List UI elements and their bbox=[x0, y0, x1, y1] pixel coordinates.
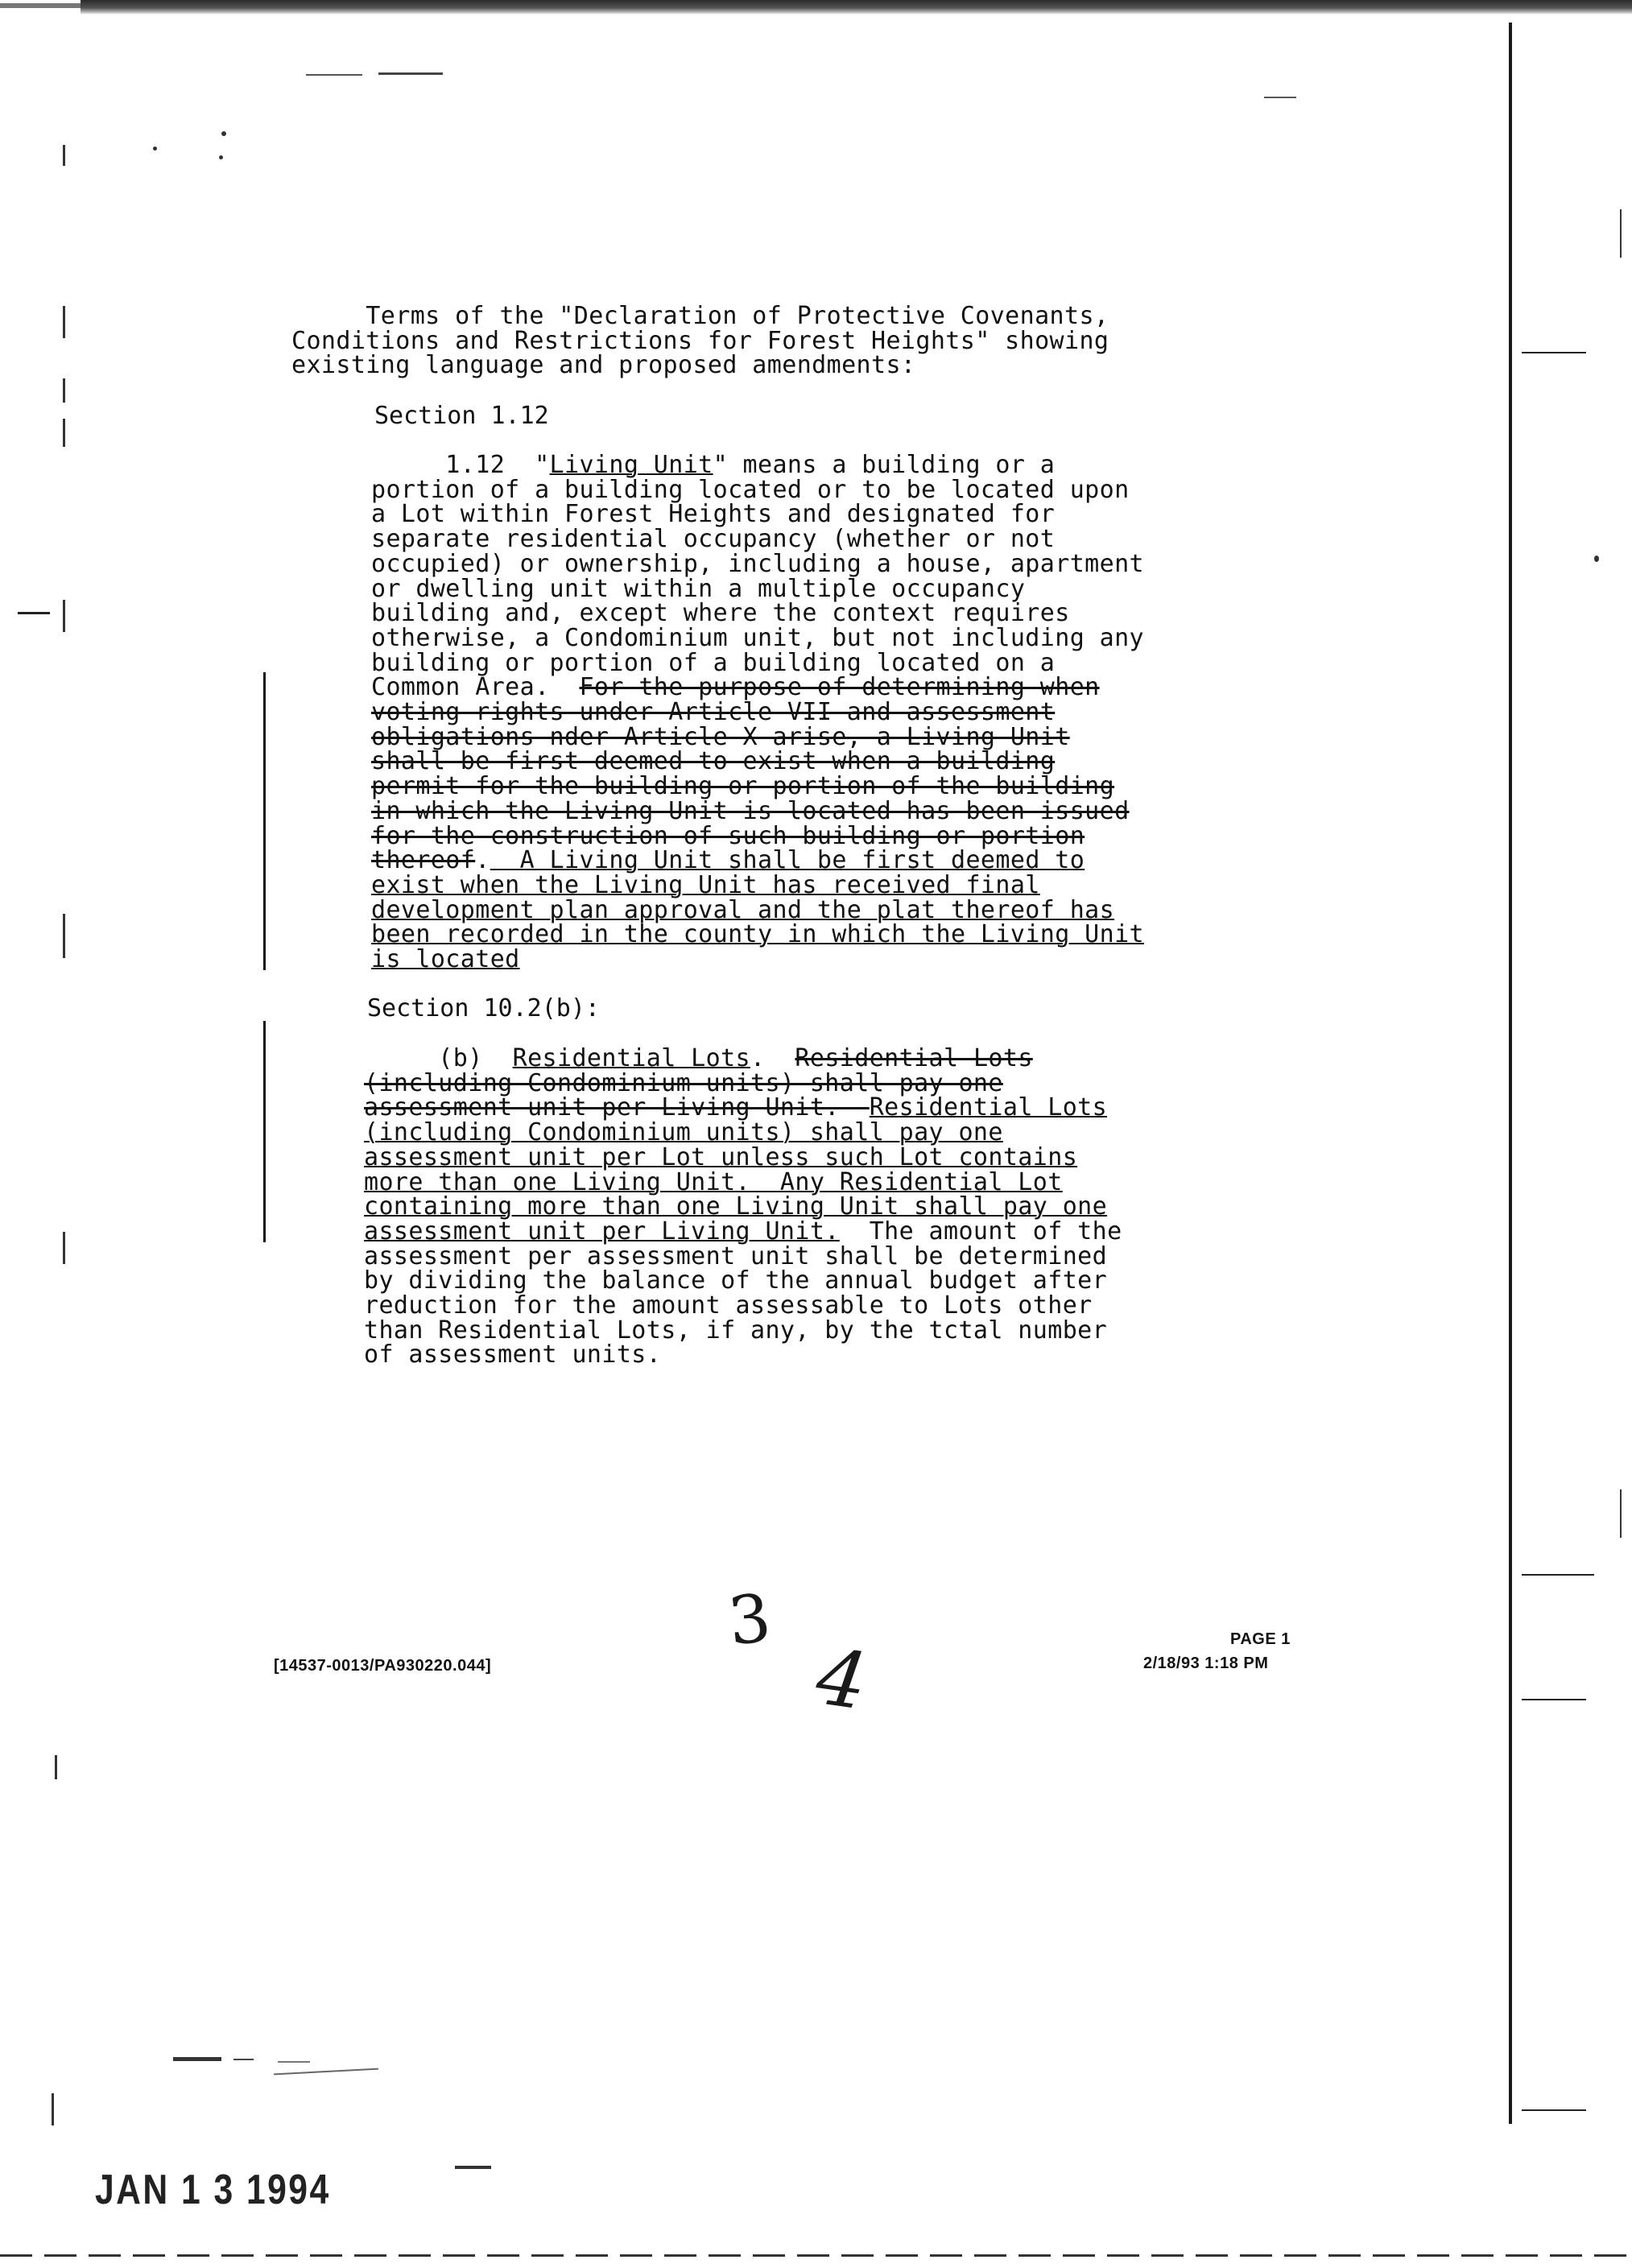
section-line bbox=[364, 1093, 1122, 1122]
scan-scribble bbox=[455, 2166, 491, 2169]
margin-mark bbox=[63, 600, 65, 632]
inserted-line: been recorded in the county in which the Living Unit bbox=[371, 920, 1144, 949]
deleted-line: voting rights under Article VII and assessment bbox=[371, 698, 1056, 727]
document-reference: [14537-0013/PA930220.044] bbox=[274, 1657, 492, 1675]
scan-dash bbox=[378, 72, 443, 75]
inserted-line: assessment unit per Lot unless such Lot contains bbox=[364, 1142, 1078, 1171]
inserted-line: development plan approval and the plat thereof has bbox=[371, 895, 1115, 924]
intro-paragraph bbox=[291, 304, 1109, 378]
page-label: PAGE 1 bbox=[1230, 1630, 1291, 1648]
section-line: separate residential occupancy (whether or not bbox=[371, 525, 1056, 554]
scan-speck bbox=[153, 147, 157, 151]
section-line: otherwise, a Condominium unit, but not including any bbox=[371, 623, 1144, 652]
margin-mark bbox=[55, 1755, 57, 1779]
deleted-line: (including Condominium units) shall pay one bbox=[364, 1068, 1003, 1097]
section-1-12-heading: Section 1.12 bbox=[374, 402, 549, 430]
inserted-line: more than one Living Unit. Any Residential Lot bbox=[364, 1167, 1063, 1196]
section-line: building and, except where the context requires bbox=[371, 599, 1070, 628]
margin-mark bbox=[1522, 1574, 1594, 1576]
intro-line: existing language and proposed amendments: bbox=[291, 351, 916, 380]
scan-artifact-top-left bbox=[0, 3, 81, 8]
inserted-text: Residential Lots bbox=[869, 1093, 1108, 1122]
page-right-border bbox=[1509, 23, 1512, 2124]
body-text: Common Area. bbox=[371, 673, 580, 702]
section-line: of assessment units. bbox=[364, 1341, 662, 1369]
scan-dash bbox=[306, 74, 362, 76]
defined-term: Living Unit bbox=[549, 451, 713, 479]
scan-artifact-top bbox=[81, 0, 1632, 14]
margin-mark bbox=[1620, 209, 1622, 258]
section-line bbox=[364, 1044, 1122, 1072]
body-text: The amount of the bbox=[839, 1217, 1122, 1246]
scan-scribble bbox=[274, 2068, 378, 2076]
section-lead: 1.12 " bbox=[371, 451, 550, 479]
margin-mark bbox=[63, 145, 65, 166]
deleted-line: for the construction of such building or portion bbox=[371, 821, 1085, 850]
margin-mark bbox=[63, 378, 65, 403]
scan-scribble bbox=[278, 2061, 310, 2063]
section-line bbox=[371, 675, 1144, 700]
deleted-text: For the purpose of determining when bbox=[579, 673, 1100, 702]
section-line: occupied) or ownership, including a house, apartment bbox=[371, 549, 1144, 578]
margin-mark bbox=[52, 2093, 54, 2125]
print-timestamp: 2/18/93 1:18 PM bbox=[1143, 1655, 1269, 1672]
section-line: assessment per assessment unit shall be determined bbox=[364, 1241, 1108, 1270]
margin-mark bbox=[63, 306, 65, 338]
margin-mark bbox=[18, 612, 50, 614]
received-date-stamp: JAN 1 3 1994 bbox=[95, 2167, 331, 2213]
period: . bbox=[750, 1044, 795, 1072]
deleted-line: obligations nder Article X arise, a Living Unit bbox=[371, 722, 1070, 751]
section-line: than Residential Lots, if any, by the tctal number bbox=[364, 1316, 1108, 1345]
deleted-line: in which the Living Unit is located has been issued bbox=[371, 796, 1130, 825]
revision-bar bbox=[263, 1021, 266, 1242]
section-line: building or portion of a building located on a bbox=[371, 648, 1056, 677]
inserted-text: assessment unit per Living Unit. bbox=[364, 1217, 840, 1246]
body-text: " means a building or a bbox=[713, 451, 1056, 479]
inserted-line: is located bbox=[371, 945, 520, 974]
margin-mark bbox=[1522, 1699, 1586, 1700]
section-line bbox=[371, 453, 1144, 478]
deleted-line: permit for the building or portion of the building bbox=[371, 772, 1115, 801]
scan-speck bbox=[219, 155, 223, 159]
scan-scribble bbox=[233, 2059, 254, 2060]
margin-mark bbox=[63, 419, 65, 447]
section-title: Residential Lots bbox=[512, 1044, 751, 1072]
intro-line: Terms of the "Declaration of Protective Covenants, bbox=[291, 302, 1109, 330]
period: . bbox=[475, 846, 490, 875]
scan-speck bbox=[1594, 556, 1599, 562]
handwritten-number-3: 3 bbox=[725, 1580, 775, 1661]
margin-mark bbox=[63, 1232, 65, 1264]
section-line: or dwelling unit within a multiple occupancy bbox=[371, 574, 1026, 603]
margin-mark bbox=[1522, 2109, 1586, 2111]
scan-artifact-bottom bbox=[0, 2254, 1632, 2257]
deleted-line: shall be first deemed to exist when a building bbox=[371, 747, 1056, 776]
deleted-text: assessment unit per Living Unit. bbox=[364, 1093, 870, 1122]
section-line: reduction for the amount assessable to Lots other bbox=[364, 1291, 1093, 1320]
deleted-text: Residential Lots bbox=[795, 1044, 1033, 1072]
deleted-text: thereof bbox=[371, 846, 476, 875]
inserted-line: (including Condominium units) shall pay one bbox=[364, 1118, 1003, 1147]
section-line: portion of a building located or to be located upon bbox=[371, 475, 1130, 504]
intro-line: Conditions and Restrictions for Forest Heights" showing bbox=[291, 326, 1109, 355]
section-10-2b-body bbox=[364, 1044, 1122, 1369]
handwritten-number-4: 4 bbox=[811, 1631, 873, 1728]
scan-dash bbox=[1264, 97, 1296, 98]
section-line: a Lot within Forest Heights and designated for bbox=[371, 500, 1056, 529]
inserted-text: A Living Unit shall be first deemed to bbox=[490, 846, 1085, 875]
section-line: by dividing the balance of the annual budget after bbox=[364, 1266, 1108, 1295]
scan-speck bbox=[221, 131, 226, 136]
section-1-12-body bbox=[371, 453, 1144, 973]
margin-mark bbox=[63, 914, 65, 958]
margin-mark bbox=[1522, 352, 1586, 353]
section-line bbox=[364, 1217, 1122, 1246]
scan-scribble bbox=[173, 2057, 221, 2061]
inserted-line: exist when the Living Unit has received final bbox=[371, 870, 1040, 899]
section-line bbox=[371, 846, 1144, 875]
section-lead: (b) bbox=[364, 1044, 513, 1072]
margin-mark bbox=[1620, 1489, 1622, 1538]
inserted-line: containing more than one Living Unit shall pay one bbox=[364, 1192, 1108, 1221]
revision-bar bbox=[263, 672, 266, 970]
section-10-2b-heading: Section 10.2(b): bbox=[367, 994, 600, 1022]
